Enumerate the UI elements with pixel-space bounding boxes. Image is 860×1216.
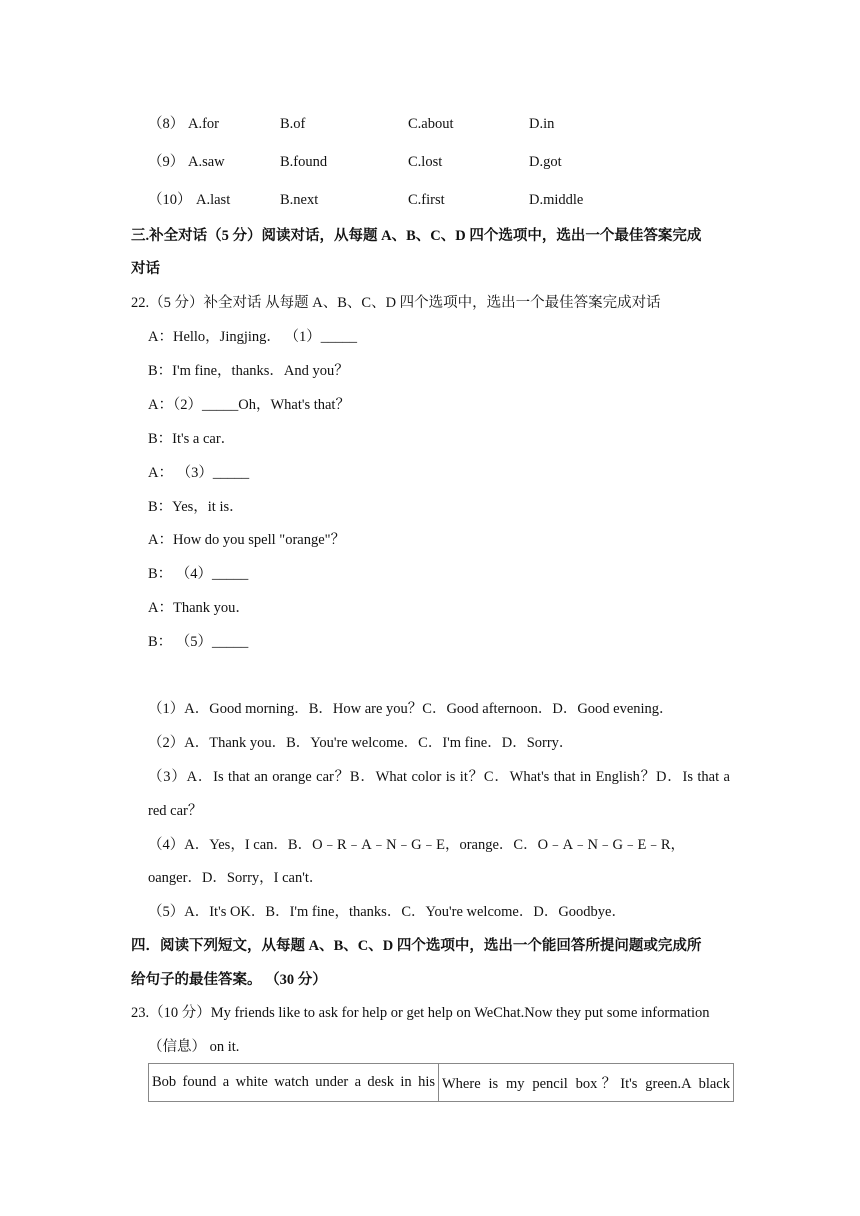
dialogue-line: B：I'm fine，thanks．And you？	[148, 363, 349, 379]
dialogue-line: A：Hello，Jingjing． （1）_____	[148, 329, 358, 345]
choice-3-line2: red car？	[148, 803, 203, 819]
dialogue-line: B：It's a car．	[148, 431, 236, 447]
choice-4-line1: （4）A．Yes，I can．B．O﹣R﹣A﹣N﹣G﹣E，orange．C．O﹣A﹣N﹣G﹣E﹣R，	[148, 837, 686, 853]
choice-4-line2: oanger．D．Sorry，I can't．	[148, 870, 324, 886]
question-23-stem-line1: 23.（10 分）My friends like to ask for help or get help on WeChat.Now they put some information	[131, 1005, 710, 1021]
option-c: C.first	[408, 192, 445, 208]
dialogue-line: B：Yes，it is．	[148, 499, 244, 515]
section3-heading-line1: 三.补全对话（5 分）阅读对话，从每题 A、B、C、D 四个选项中，选出一个最佳答案完成	[131, 228, 702, 244]
dialogue-line: B： （4）_____	[148, 566, 249, 582]
option-number: （9）	[148, 154, 185, 170]
choice-1: （1）A．Good morning．B．How are you？C．Good afternoon．D．Good evening．	[148, 701, 674, 717]
table-cell: Bob found a white watch under a desk in his	[149, 1064, 439, 1102]
dialogue-line: A：Thank you．	[148, 600, 250, 616]
option-b: B.of	[280, 116, 306, 132]
option-d: D.in	[529, 116, 555, 132]
option-d: D.middle	[529, 192, 584, 208]
section3-heading-line2: 对话	[131, 261, 160, 277]
dialogue-line: A：How do you spell "orange"？	[148, 532, 346, 548]
option-a: A.last	[196, 192, 231, 208]
option-c: C.lost	[408, 154, 443, 170]
section4-heading-line1: 四．阅读下列短文，从每题 A、B、C、D 四个选项中，选出一个能回答所提问题或完成所	[131, 938, 702, 954]
option-a: A.for	[188, 116, 220, 132]
dialogue-line: A：（2）_____Oh，What's that？	[148, 397, 350, 413]
dialogue-line: A： （3）_____	[148, 465, 250, 481]
option-d: D.got	[529, 154, 562, 170]
question-22-stem: 22.（5 分）补全对话 从每题 A、B、C、D 四个选项中，选出一个最佳答案完成对话	[131, 295, 661, 311]
info-table	[148, 1063, 734, 1102]
option-b: B.found	[280, 154, 328, 170]
dialogue-line: B： （5）_____	[148, 634, 249, 650]
section4-heading-line2: 给句子的最佳答案。 （30 分）	[131, 972, 327, 988]
choice-3-line1: （3）A．Is that an orange car？B．What color is it？C．What's that in English？D．Is that a	[148, 769, 730, 785]
choice-2: （2）A．Thank you．B．You're welcome．C．I'm fine．D．Sorry．	[148, 735, 574, 751]
option-a: A.saw	[188, 154, 225, 170]
option-c: C.about	[408, 116, 454, 132]
question-23-stem-line2: （信息） on it.	[148, 1039, 240, 1055]
choice-5: （5）A．It's OK．B．I'm fine，thanks．C．You're welcome．D．Goodbye．	[148, 904, 626, 920]
option-number: （8）	[148, 116, 185, 132]
option-number: （10）	[148, 192, 192, 208]
option-b: B.next	[280, 192, 319, 208]
table-cell: Where is my pencil box？It's green.A black	[439, 1064, 734, 1102]
table-row	[149, 1064, 734, 1102]
